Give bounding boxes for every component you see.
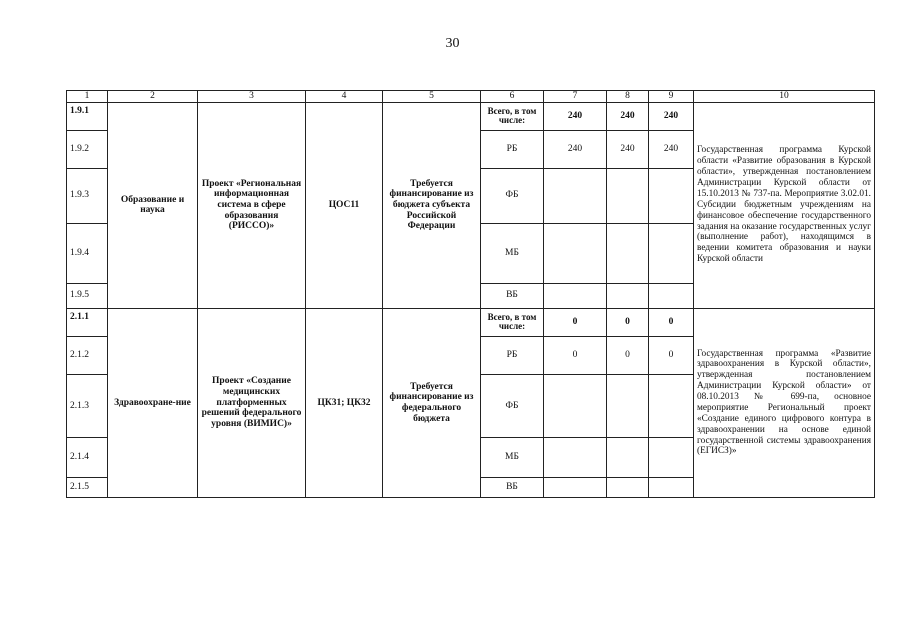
value-cell [649,283,694,308]
source-cell: Всего, в том числе: [481,308,544,336]
value-cell [649,374,694,437]
row-code: 1.9.1 [67,102,108,130]
value-cell [607,223,649,283]
row-code: 2.1.5 [67,477,108,497]
column-header: 5 [383,91,481,103]
row-code: 1.9.3 [67,168,108,223]
column-header: 8 [607,91,649,103]
value-cell: 240 [649,102,694,130]
row-code: 1.9.2 [67,130,108,168]
source-cell: РБ [481,336,544,374]
row-code: 2.1.1 [67,308,108,336]
value-cell [544,374,607,437]
source-cell: ВБ [481,477,544,497]
value-cell [607,437,649,477]
program-table [66,90,875,498]
source-cell: МБ [481,223,544,283]
value-cell [544,283,607,308]
requirement-cell: Требуется финансирование из бюджета субъекта Российской Федерации [383,102,481,308]
column-header: 6 [481,91,544,103]
value-cell [607,477,649,497]
code-cell: ЦОС11 [306,102,383,308]
value-cell [607,283,649,308]
column-header: 4 [306,91,383,103]
sphere-cell: Образование и наука [108,102,198,308]
column-header: 10 [694,91,875,103]
value-cell [649,223,694,283]
source-cell: ФБ [481,374,544,437]
page-number: 30 [445,36,460,51]
value-cell: 0 [544,308,607,336]
row-code: 2.1.2 [67,336,108,374]
column-header: 7 [544,91,607,103]
value-cell [649,437,694,477]
project-cell: Проект «Создание медицинских платформенных решений федерального уровня (ВИМИС)» [198,308,306,497]
value-cell: 0 [649,308,694,336]
row-code: 1.9.5 [67,283,108,308]
header-row [67,91,875,103]
requirement-cell: Требуется финансирование из федерального бюджета [383,308,481,497]
table-row [67,308,875,336]
value-cell: 240 [607,102,649,130]
column-header: 2 [108,91,198,103]
source-cell: МБ [481,437,544,477]
value-cell: 0 [607,336,649,374]
value-cell: 0 [649,336,694,374]
value-cell [544,223,607,283]
table-row [67,102,875,130]
value-cell: 240 [544,130,607,168]
value-cell: 240 [607,130,649,168]
value-cell [607,374,649,437]
value-cell: 0 [607,308,649,336]
code-cell: ЦК31; ЦК32 [306,308,383,497]
value-cell [649,168,694,223]
source-cell: РБ [481,130,544,168]
source-cell: ФБ [481,168,544,223]
source-cell: ВБ [481,283,544,308]
source-cell: Всего, в том числе: [481,102,544,130]
column-header: 9 [649,91,694,103]
basis-cell: Государственная программа Курской области «Развитие образования в Курской области», утвержденная постановлением Администрации Курской области от 15.10.2013 № 737-па. Мероприятие 3.02.01. Субсидии бюджетным учреждениям на финансовое обеспечение государственного задания на оказание государственных услуг (выполнение работ), находящимся в ведении комитета образования и науки Курской области [694,102,875,308]
project-cell: Проект «Региональная информационная система в сфере образования (РИССО)» [198,102,306,308]
row-code: 2.1.4 [67,437,108,477]
value-cell: 240 [649,130,694,168]
row-code: 2.1.3 [67,374,108,437]
value-cell [607,168,649,223]
column-header: 1 [67,91,108,103]
row-code: 1.9.4 [67,223,108,283]
column-header: 3 [198,91,306,103]
value-cell [544,437,607,477]
basis-cell: Государственная программа «Развитие здравоохранения в Курской области», утвержденная постановлением Администрации Курской области» от 08.10.2013 № 699-па, основное мероприятие Региональный проект «Создание единого цифрового контура в здравоохранении на основе единой государственной системы здравоохранения (ЕГИСЗ)» [694,308,875,497]
value-cell [544,477,607,497]
value-cell [649,477,694,497]
value-cell [544,168,607,223]
value-cell: 240 [544,102,607,130]
sphere-cell: Здравоохране-ние [108,308,198,497]
value-cell: 0 [544,336,607,374]
